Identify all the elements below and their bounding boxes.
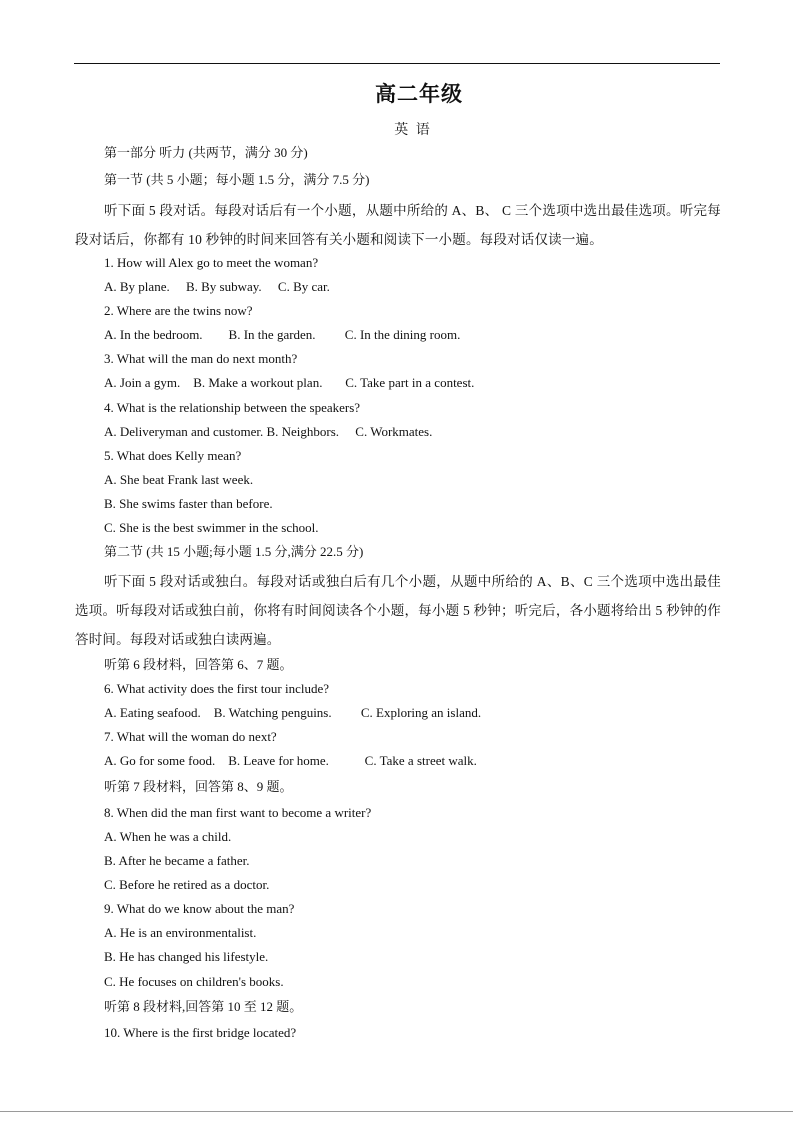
- page-title: 高二年级: [375, 82, 463, 106]
- option-line: C. Before he retired as a doctor.: [104, 877, 270, 892]
- header-rule: [74, 63, 720, 64]
- question-line: 6. What activity does the first tour include?: [104, 681, 330, 696]
- question-line: 8. When did the man first want to become a writer?: [104, 805, 372, 820]
- option-line: A. Go for some food. B. Leave for home. C. Take a street walk.: [104, 753, 477, 768]
- question-line: 7. What will the woman do next?: [104, 729, 277, 744]
- option-line: B. He has changed his lifestyle.: [104, 949, 269, 964]
- part1-header: 第一部分 听力 (共两节，满分 30 分): [104, 145, 308, 160]
- material-header: 听第 7 段材料，回答第 8、9 题。: [104, 779, 293, 794]
- option-line: B. She swims faster than before.: [104, 496, 273, 511]
- option-line: C. She is the best swimmer in the school.: [104, 520, 319, 535]
- question-line: 9. What do we know about the man?: [104, 901, 295, 916]
- question-line: 1. How will Alex go to meet the woman?: [104, 255, 319, 270]
- option-line: A. In the bedroom. B. In the garden. C. In the dining room.: [104, 327, 461, 342]
- question-line: 2. Where are the twins now?: [104, 303, 253, 318]
- option-line: A. Join a gym. B. Make a workout plan. C. Take part in a contest.: [104, 375, 475, 390]
- question-line: 3. What will the man do next month?: [104, 351, 298, 366]
- section1-header: 第一节 (共 5 小题；每小题 1.5 分，满分 7.5 分): [104, 172, 370, 187]
- option-line: A. He is an environmentalist.: [104, 925, 257, 940]
- option-line: B. After he became a father.: [104, 853, 250, 868]
- question-line: 10. Where is the first bridge located?: [104, 1025, 297, 1040]
- option-line: A. She beat Frank last week.: [104, 472, 254, 487]
- section2-instructions: 听下面 5 段对话或独白。每段对话或独白后有几个小题，从题中所给的 A、B、C 三个选项中选出最佳选项。听每段对话或独白前，你将有时间阅读各个小题，每小题 5 秒钟；听完后，各小题将给出 5 秒钟的作答时间。每段对话或独白读两遍。: [75, 574, 721, 647]
- subject-title: 英 语: [394, 123, 432, 138]
- option-line: A. Eating seafood. B. Watching penguins. C. Exploring an island.: [104, 705, 482, 720]
- option-line: A. By plane. B. By subway. C. By car.: [104, 279, 330, 294]
- option-line: A. When he was a child.: [104, 829, 232, 844]
- section1-instructions: 听下面 5 段对话。每段对话后有一个小题，从题中所给的 A、B、 C 三个选项中选出最佳选项。听完每段对话后，你都有 10 秒钟的时间来回答有关小题和阅读下一小题。每段对话仅读一遍。: [75, 203, 721, 247]
- question-line: 5. What does Kelly mean?: [104, 448, 242, 463]
- option-line: A. Deliveryman and customer. B. Neighbors. C. Workmates.: [104, 424, 433, 439]
- question-line: 4. What is the relationship between the speakers?: [104, 400, 361, 415]
- option-line: C. He focuses on children's books.: [104, 974, 284, 989]
- material-header: 听第 8 段材料,回答第 10 至 12 题。: [104, 999, 303, 1014]
- material-header: 听第 6 段材料，回答第 6、7 题。: [104, 657, 293, 672]
- section2-header: 第二节 (共 15 小题;每小题 1.5 分,满分 22.5 分): [104, 544, 364, 559]
- page-bottom-rule: [0, 1111, 793, 1112]
